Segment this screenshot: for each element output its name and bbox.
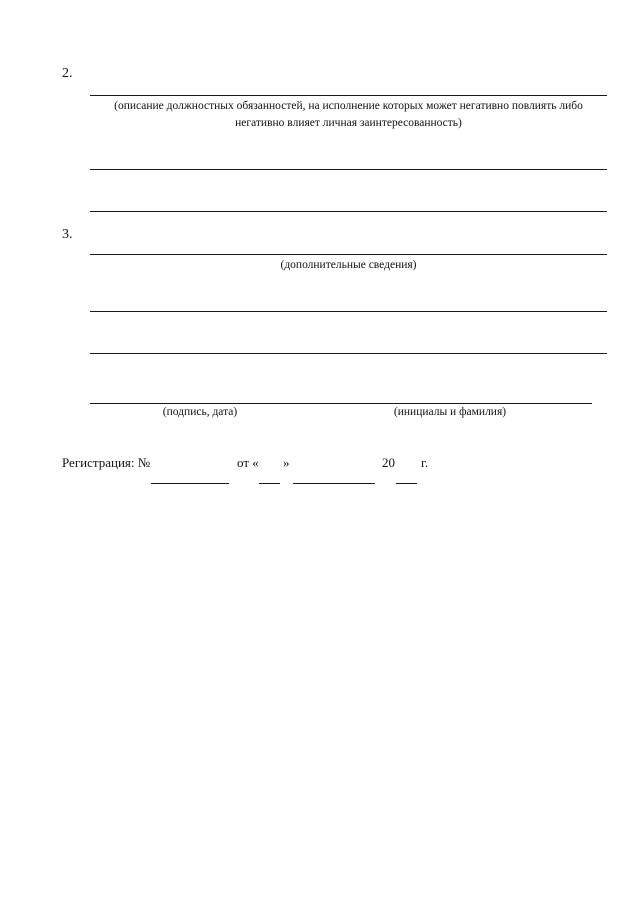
section-2-line-3 — [90, 211, 607, 212]
signature-right-caption: (инициалы и фамилия) — [393, 406, 507, 418]
registration-year-line[interactable] — [396, 483, 417, 484]
section-3-number: 3. — [62, 227, 73, 242]
registration-from-label: от « — [237, 455, 259, 470]
section-3-caption: (дополнительные сведения) — [280, 259, 417, 271]
registration-month-line[interactable] — [293, 483, 375, 484]
section-2-caption-line-1: (описание должностных обязанностей, на исполнение которых может негативно повлиять либо — [114, 100, 583, 112]
section-2-line-2 — [90, 169, 607, 170]
registration-day-line[interactable] — [259, 483, 280, 484]
section-3-line-3 — [90, 353, 607, 354]
section-2-number: 2. — [62, 66, 73, 81]
section-2-caption-line-2: негативно влияет личная заинтересованность) — [235, 117, 462, 129]
registration-number-line[interactable] — [151, 483, 229, 484]
signature-left-caption: (подпись, дата) — [162, 406, 238, 418]
section-3-line-2 — [90, 311, 607, 312]
registration-year-prefix: 20 — [382, 455, 395, 470]
section-2-line-1 — [90, 95, 607, 96]
registration-year-suffix: г. — [421, 455, 429, 470]
registration-label: Регистрация: № — [62, 455, 151, 470]
section-3-line-1 — [90, 254, 607, 255]
registration-quote-close: » — [283, 455, 290, 470]
